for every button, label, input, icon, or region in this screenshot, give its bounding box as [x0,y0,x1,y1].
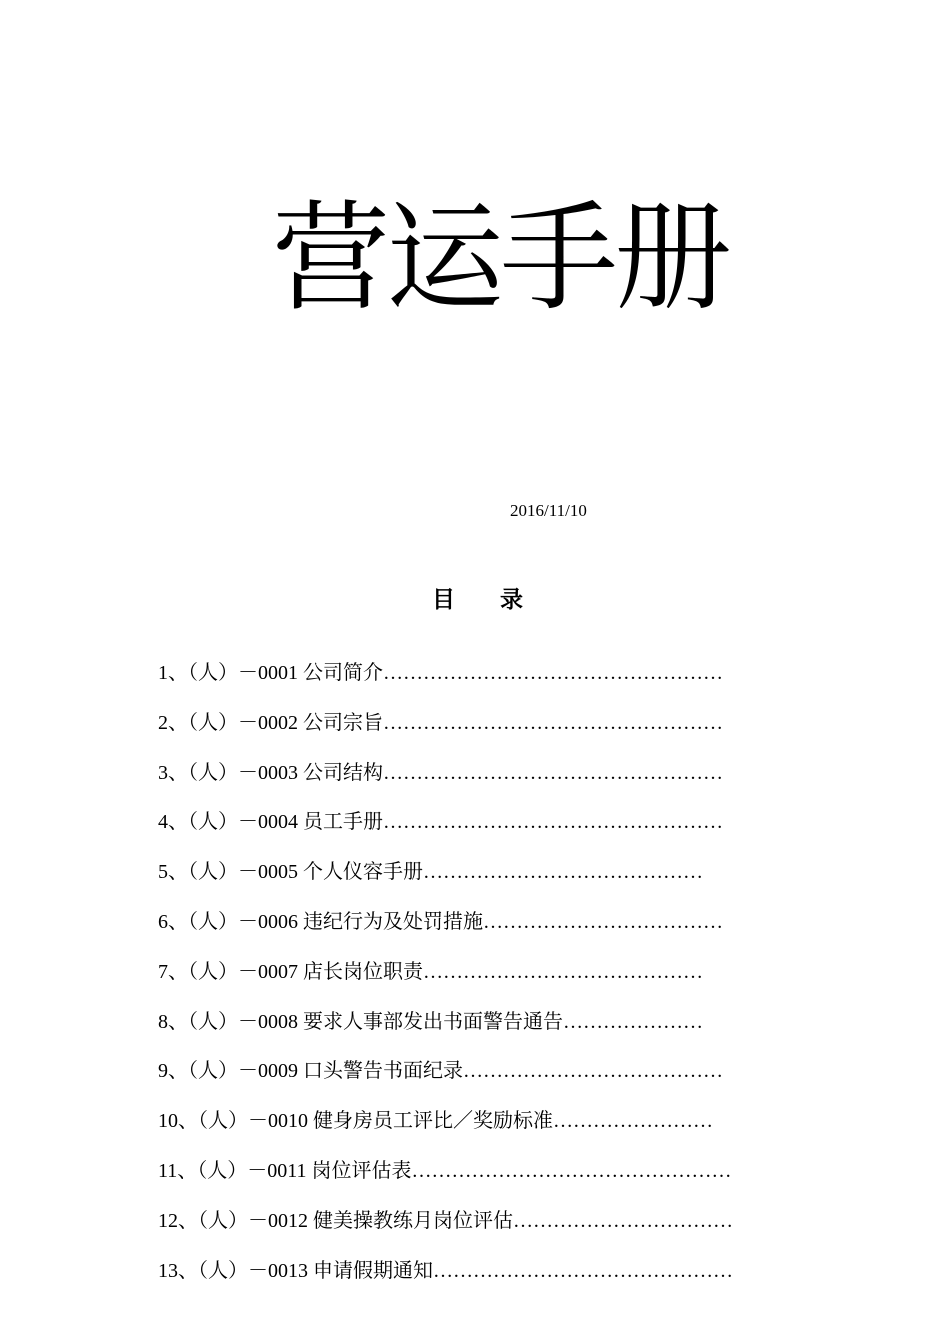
toc-entry-leader: …………………………………………… [383,711,723,734]
toc-entry-code: －0011 [247,1159,307,1182]
table-of-contents [158,659,733,1306]
toc-entry [158,709,733,759]
toc-entry-title: 公司简介 [303,662,383,684]
toc-entry [158,659,733,709]
toc-entry-leader: …………………………………………… [383,662,723,684]
toc-entry-code: －0008 [238,1010,298,1033]
toc-entry-leader: ……………………………………… [433,1259,733,1282]
toc-entry-category: （人） [188,861,238,884]
toc-entry [158,908,733,958]
toc-entry-number: 3、 [158,761,188,784]
toc-entry-leader: …………………………………… [423,960,703,983]
toc-entry-title: 岗位评估表 [311,1159,412,1182]
toc-entry-code: －0009 [238,1060,298,1083]
toc-entry-category: （人） [188,1060,238,1083]
toc-entry [158,759,733,809]
toc-entry [158,1207,733,1257]
toc-entry-title: 健身房员工评比／奖励标准 [313,1110,553,1133]
toc-entry-leader: …………………………………………… [383,811,723,834]
toc-entry [158,1257,733,1307]
toc-heading: 目录 [432,587,568,613]
toc-entry-title: 员工手册 [303,811,383,834]
toc-entry-code: －0010 [248,1110,308,1133]
toc-entry-number: 1、 [158,662,188,684]
toc-entry-title: 店长岗位职责 [303,960,423,983]
toc-entry [158,1057,733,1107]
toc-entry-category: （人） [188,811,238,834]
toc-entry [158,958,733,1008]
toc-entry-number: 2、 [158,711,188,734]
toc-entry-category: （人） [197,1159,248,1182]
toc-entry-title: 申请假期通知 [313,1259,433,1282]
toc-entry-category: （人） [188,910,238,933]
document-title: 营运手册 [271,189,728,327]
toc-entry-number: 9、 [158,1060,188,1083]
toc-entry-category: （人） [198,1209,248,1232]
toc-entry-number: 10、 [158,1110,198,1133]
toc-entry-number: 4、 [158,811,188,834]
toc-entry-number: 6、 [158,910,188,933]
toc-entry-code: －0007 [238,960,298,983]
toc-entry-leader: ……………………………… [483,910,723,933]
toc-entry-number: 11、 [158,1159,198,1182]
toc-entry-code: －0004 [238,811,298,834]
toc-entry-title: 个人仪容手册 [303,861,423,884]
toc-entry-leader: ………………………………………… [411,1159,732,1182]
toc-entry-number: 7、 [158,960,188,983]
toc-entry-title: 健美操教练月岗位评估 [313,1209,513,1232]
toc-entry-code: －0006 [238,910,298,933]
toc-entry-category: （人） [188,761,238,784]
toc-entry-title: 公司结构 [303,761,383,784]
toc-entry-leader: ………………… [563,1010,703,1033]
toc-entry [158,808,733,858]
toc-entry-title: 违纪行为及处罚措施 [303,910,483,933]
toc-entry-code: －0001 [238,662,298,684]
toc-entry-title: 口头警告书面纪录 [303,1060,463,1083]
toc-entry-leader: ………………………………… [463,1060,723,1083]
toc-entry-category: （人） [188,1010,238,1033]
toc-entry-leader: …………………………… [513,1209,733,1232]
toc-entry-category: （人） [188,711,238,734]
toc-entry-leader: …………………………………………… [383,761,723,784]
toc-entry-title: 要求人事部发出书面警告通告 [303,1010,563,1033]
toc-entry-category: （人） [188,960,238,983]
toc-entry-leader: …………………… [553,1110,713,1133]
toc-entry-leader: …………………………………… [423,861,703,884]
toc-entry [158,858,733,908]
document-date: 2016/11/10 [510,501,587,520]
toc-entry-title: 公司宗旨 [303,711,383,734]
toc-entry-code: －0013 [248,1259,308,1282]
toc-entry-category: （人） [198,1259,248,1282]
toc-entry-number: 8、 [158,1010,188,1033]
toc-entry-code: －0002 [238,711,298,734]
toc-entry [158,1157,733,1207]
toc-entry-category: （人） [198,1110,248,1133]
toc-entry-number: 12、 [158,1209,198,1232]
toc-entry-code: －0003 [238,761,298,784]
toc-entry-code: －0005 [238,861,298,884]
toc-entry-category: （人） [188,662,238,684]
toc-entry-number: 5、 [158,861,188,884]
toc-entry [158,1008,733,1058]
toc-entry [158,1107,733,1157]
toc-entry-number: 13、 [158,1259,198,1282]
toc-entry-code: －0012 [248,1209,308,1232]
